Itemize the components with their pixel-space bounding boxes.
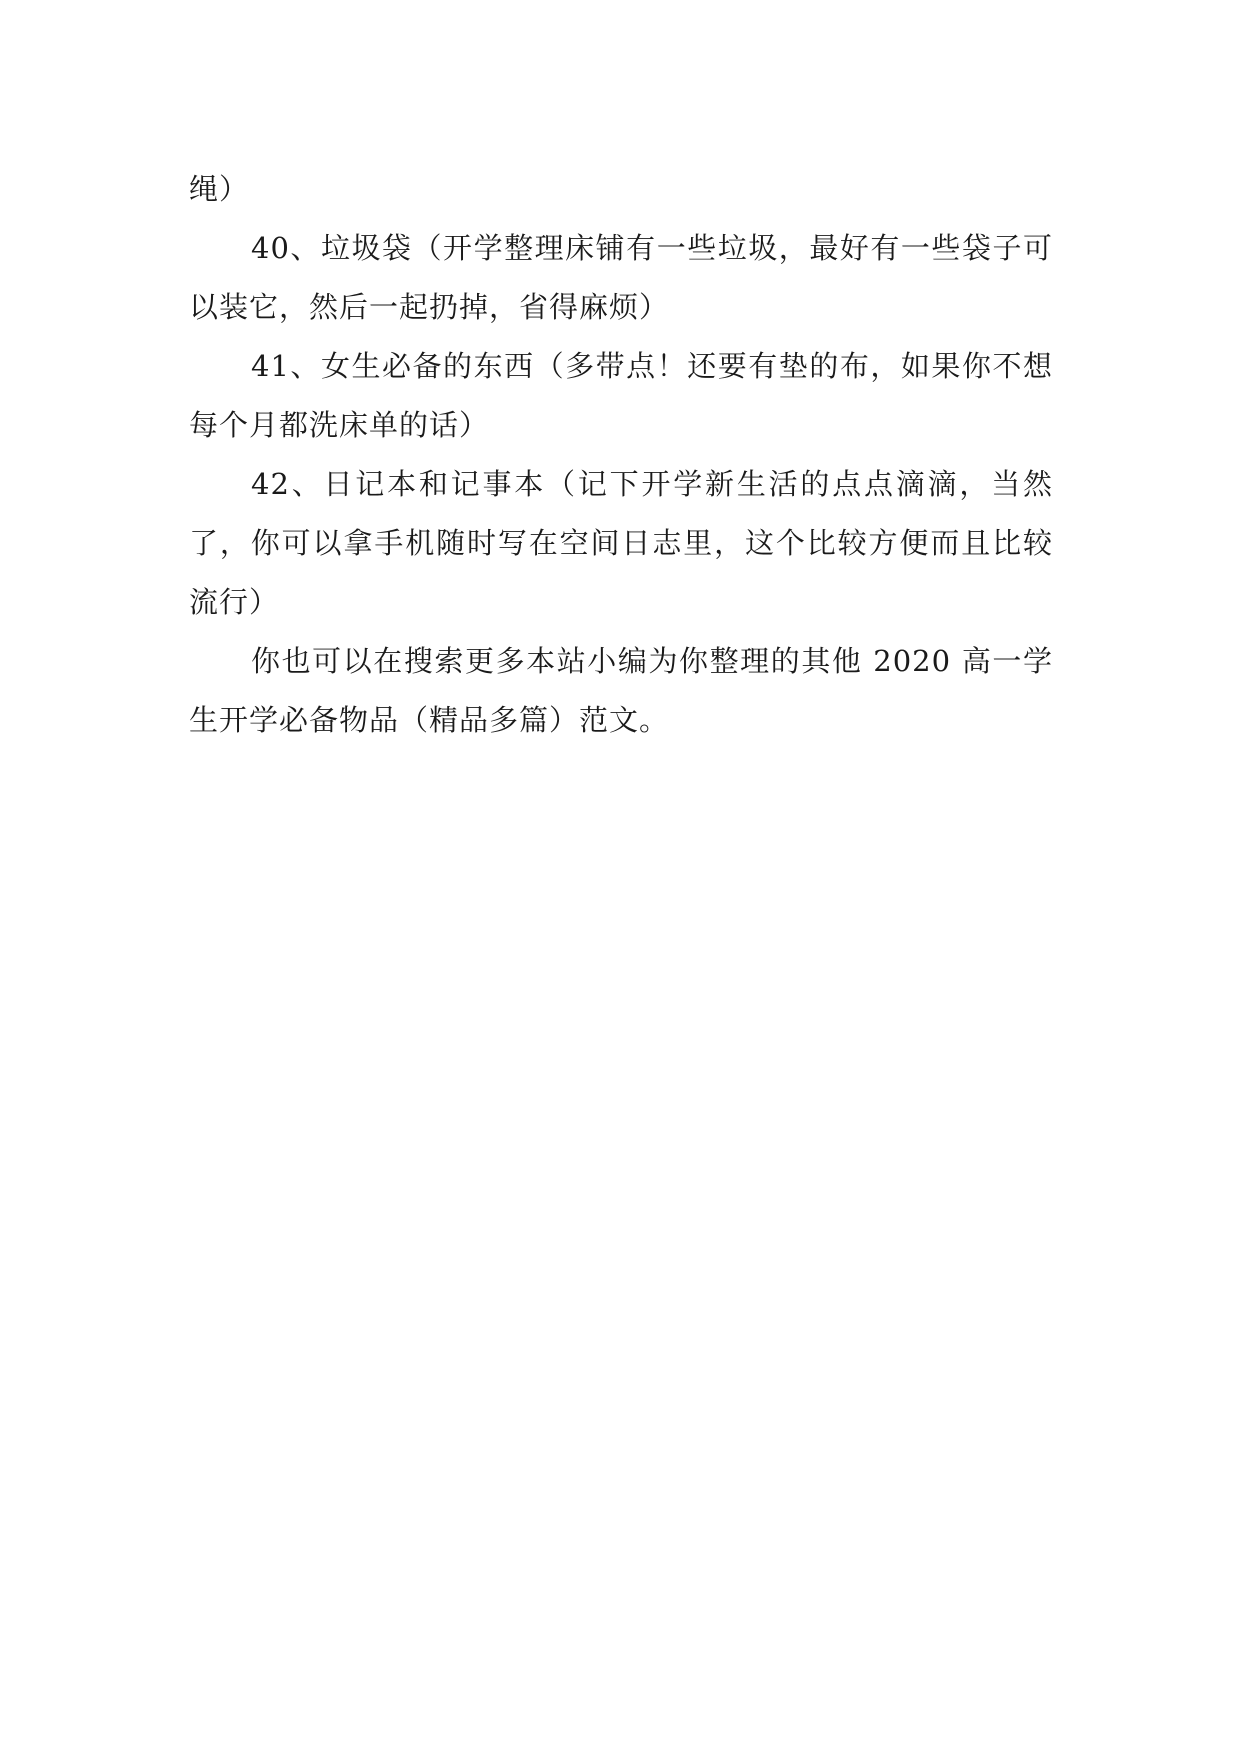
document-body [189, 160, 1053, 750]
list-item-40: 40、垃圾袋（开学整理床铺有一些垃圾，最好有一些袋子可以装它，然后一起扔掉，省得麻烦） [189, 231, 1053, 324]
paragraph-continuation: 绳） [189, 172, 250, 206]
list-item-42: 42、日记本和记事本（记下开学新生活的点点滴滴，当然了，你可以拿手机随时写在空间日志里，这个比较方便而且比较流行） [189, 467, 1053, 619]
list-item-41: 41、女生必备的东西（多带点！还要有垫的布，如果你不想每个月都洗床单的话） [189, 349, 1053, 442]
closing-paragraph: 你也可以在搜索更多本站小编为你整理的其他 2020 高一学生开学必备物品（精品多篇）范文。 [189, 644, 1053, 737]
